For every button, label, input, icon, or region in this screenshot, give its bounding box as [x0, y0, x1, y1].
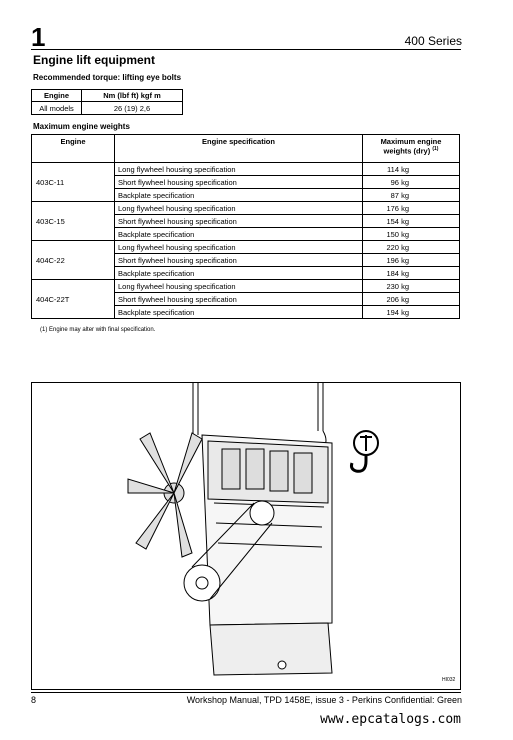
torque-table — [31, 89, 183, 115]
header-rule — [31, 49, 461, 50]
watermark: www.epcatalogs.com — [320, 712, 461, 727]
section-title: Engine lift equipment — [33, 53, 155, 67]
torque-heading: Recommended torque: lifting eye bolts — [33, 73, 182, 82]
weights-table — [31, 134, 460, 319]
engine-spec: Backplate specification — [115, 267, 363, 280]
engine-weight: 206 kg — [363, 293, 460, 306]
engine-model: 403C-11 — [32, 163, 115, 202]
footer-text: Workshop Manual, TPD 1458E, issue 3 - Perkins Confidential: Green — [186, 695, 462, 705]
engine-spec: Long flywheel housing specification — [115, 163, 363, 176]
footnote-mark: (1) — [432, 146, 439, 152]
engine-spec: Short flywheel housing specification — [115, 215, 363, 228]
engine-weight: 87 kg — [363, 189, 460, 202]
figure-code: HI032 — [442, 677, 456, 683]
engine-model: 404C-22 — [32, 241, 115, 280]
engine-spec: Backplate specification — [115, 306, 363, 319]
engine-spec: Short flywheel housing specification — [115, 176, 363, 189]
engine-spec: Short flywheel housing specification — [115, 254, 363, 267]
engine-spec: Long flywheel housing specification — [115, 202, 363, 215]
torque-col-value: Nm (lbf ft) kgf m — [82, 90, 183, 102]
engine-weight: 196 kg — [363, 254, 460, 267]
weights-col-weight-label: Maximum engine weights (dry) — [380, 137, 442, 156]
weights-col-engine: Engine — [32, 135, 115, 163]
engine-spec: Long flywheel housing specification — [115, 280, 363, 293]
torque-value: 26 (19) 2,6 — [82, 102, 183, 115]
engine-weight: 194 kg — [363, 306, 460, 319]
engine-illustration — [32, 383, 460, 689]
engine-weight: 150 kg — [363, 228, 460, 241]
table-row — [32, 241, 460, 254]
table-row — [32, 202, 460, 215]
engine-model: 404C-22T — [32, 280, 115, 319]
engine-weight: 220 kg — [363, 241, 460, 254]
weights-heading: Maximum engine weights — [33, 122, 130, 131]
table-row — [32, 163, 460, 176]
engine-model: 403C-15 — [32, 202, 115, 241]
series-label: 400 Series — [404, 34, 462, 48]
footnote: (1) Engine may alter with final specification. — [40, 327, 156, 333]
lifting-hook-icon — [352, 431, 379, 471]
engine-spec: Long flywheel housing specification — [115, 241, 363, 254]
weights-col-weight — [363, 135, 460, 163]
table-row — [32, 102, 183, 115]
torque-engine: All models — [32, 102, 82, 115]
engine-weight: 176 kg — [363, 202, 460, 215]
footer-rule — [31, 692, 461, 693]
engine-figure — [31, 382, 461, 690]
page-number: 8 — [31, 695, 37, 705]
engine-weight: 230 kg — [363, 280, 460, 293]
engine-weight: 114 kg — [363, 163, 460, 176]
engine-spec: Backplate specification — [115, 189, 363, 202]
engine-spec: Short flywheel housing specification — [115, 293, 363, 306]
chapter-number: 1 — [31, 22, 46, 52]
engine-weight: 96 kg — [363, 176, 460, 189]
torque-col-engine: Engine — [32, 90, 82, 102]
table-row — [32, 280, 460, 293]
engine-weight: 184 kg — [363, 267, 460, 280]
weights-col-spec: Engine specification — [115, 135, 363, 163]
engine-spec: Backplate specification — [115, 228, 363, 241]
engine-weight: 154 kg — [363, 215, 460, 228]
